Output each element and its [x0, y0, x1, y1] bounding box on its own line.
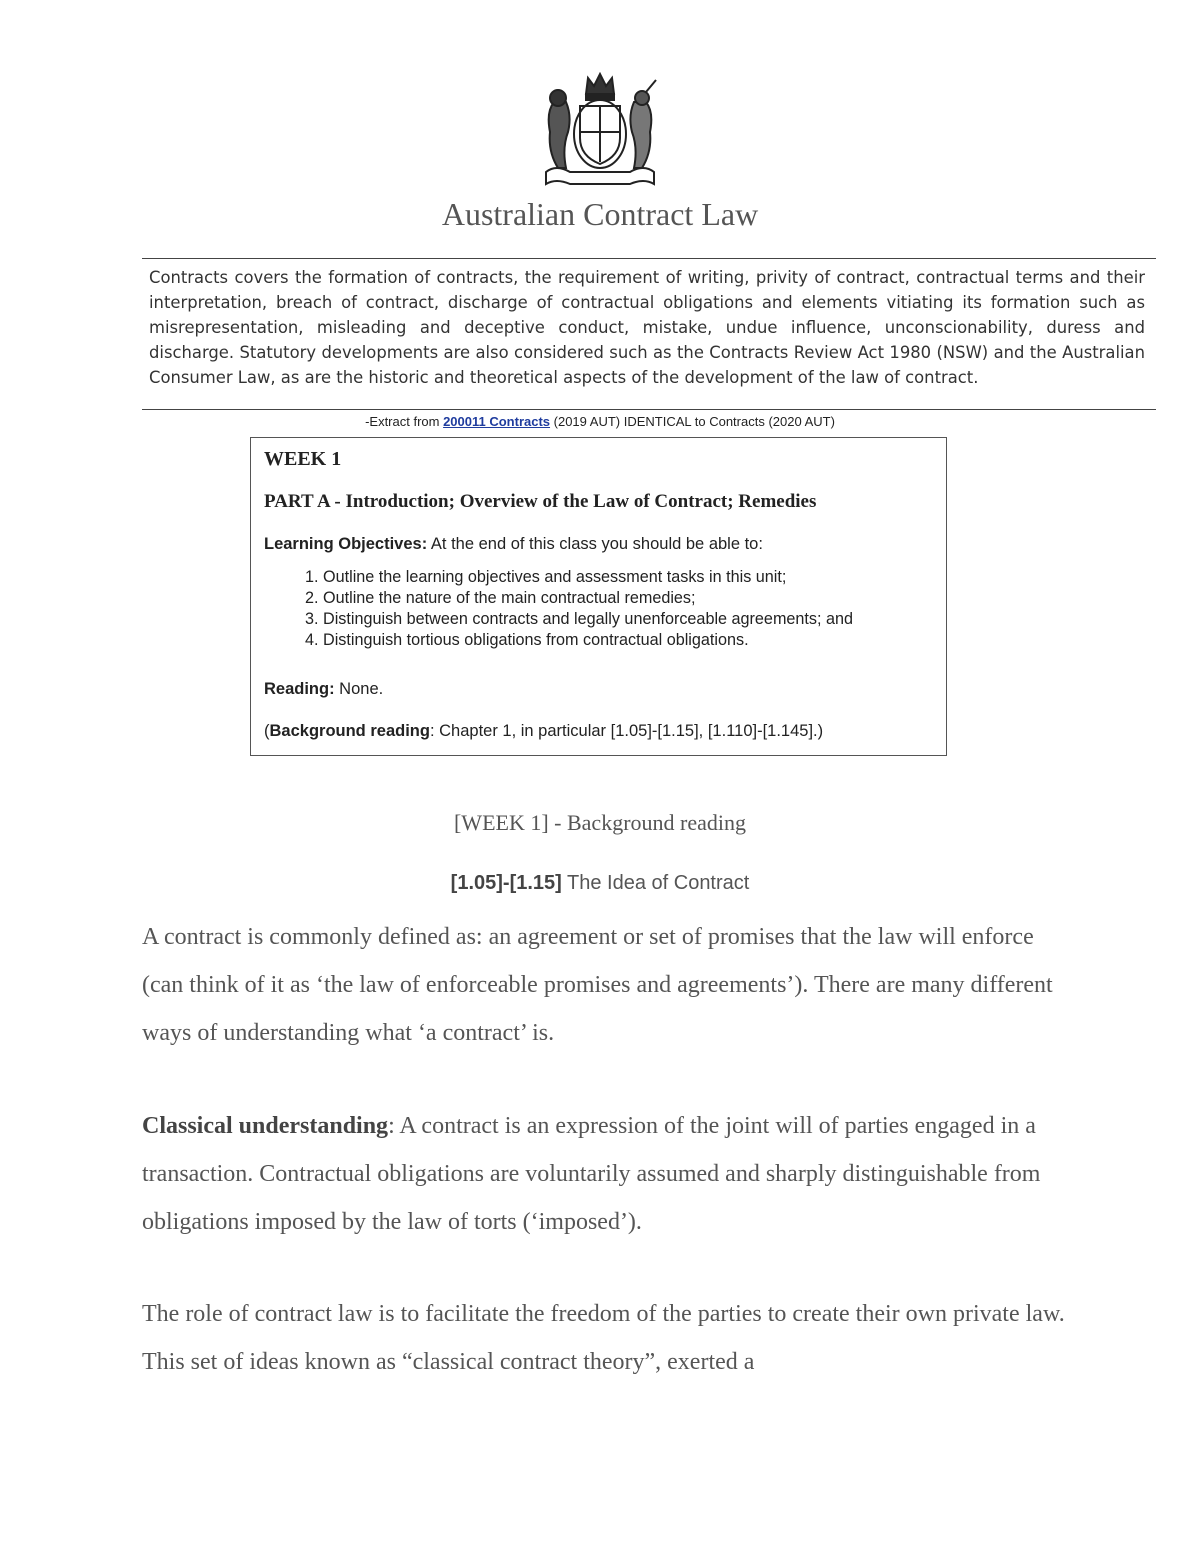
- background-open-paren: (: [264, 722, 270, 740]
- unit-summary: Contracts covers the formation of contracts, the requirement of writing, privity of contract, contractual terms and their interpretation, breach of contract, discharge of contractual obligations and elements vitiating its formation such as misrepresentation, misleading and deceptive conduct, mistake, undue influence, unconscionability, duress and discharge. Statutory developments are also considered such as the Contracts Review Act 1980 (NSW) and the Australian Consumer Law, as are the historic and theoretical aspects of the development of the law of contract.: [149, 268, 1145, 387]
- unit-link[interactable]: 200011 Contracts: [443, 414, 551, 429]
- learning-objectives-intro: [264, 535, 763, 554]
- list-item: 1. Outline the learning objectives and assessment tasks in this unit;: [323, 567, 853, 588]
- bottom-divider: [142, 409, 1156, 410]
- section-heading: [0, 872, 1200, 895]
- royal-coat-of-arms-icon: [536, 72, 664, 190]
- classical-text: : A contract is an expression of the joint will of parties engaged in a transaction. Contractual obligations are voluntarily assumed and sharply distinguishable from obligations imposed by the law of torts (‘imposed’).: [142, 1113, 1041, 1235]
- extract-prefix: -Extract from: [365, 414, 444, 429]
- part-heading: PART A - Introduction; Overview of the Law of Contract; Remedies: [264, 491, 817, 512]
- week-outline-box: [250, 437, 947, 756]
- list-item: 2. Outline the nature of the main contractual remedies;: [323, 588, 853, 609]
- background-reading-value: : Chapter 1, in particular [1.05]-[1.15], [1.110]-[1.145].): [429, 722, 824, 740]
- paragraph-definition: A contract is commonly defined as: an agreement or set of promises that the law will enforce (can think of it as ‘the law of enforceable promises and agreements’). There are many different ways of understanding what ‘a contract’ is.: [142, 924, 1053, 1046]
- extract-suffix: (2019 AUT) IDENTICAL to Contracts (2020 AUT): [550, 414, 835, 429]
- reading-label: Reading:: [264, 680, 335, 698]
- background-reading-label: Background reading: [269, 722, 430, 740]
- week-heading: [WEEK 1] - Background reading: [453, 810, 746, 835]
- objectives-list: [281, 567, 853, 651]
- classical-label: Classical understanding: [142, 1113, 389, 1139]
- document-title: Australian Contract Law: [441, 196, 759, 232]
- top-divider: [142, 258, 1156, 259]
- paragraph-classical: [142, 1102, 1072, 1246]
- background-reading-line: [264, 722, 823, 741]
- reading-value: None.: [334, 680, 384, 698]
- learning-objectives-label: Learning Objectives:: [264, 535, 428, 553]
- section-title: The Idea of Contract: [561, 872, 750, 894]
- list-item: 4. Distinguish tortious obligations from contractual obligations.: [323, 630, 853, 651]
- list-item: 3. Distinguish between contracts and legally unenforceable agreements; and: [323, 609, 853, 630]
- section-ref: [1.05]-[1.15]: [450, 872, 562, 894]
- extract-note: [0, 414, 1200, 429]
- paragraph-role: The role of contract law is to facilitate the freedom of the parties to create their own private law. This set of ideas known as “classical contract theory”, exerted a: [142, 1301, 1065, 1375]
- week-label: WEEK 1: [264, 448, 342, 470]
- reading-line: [264, 680, 383, 699]
- learning-objectives-text: At the end of this class you should be able to:: [427, 535, 763, 553]
